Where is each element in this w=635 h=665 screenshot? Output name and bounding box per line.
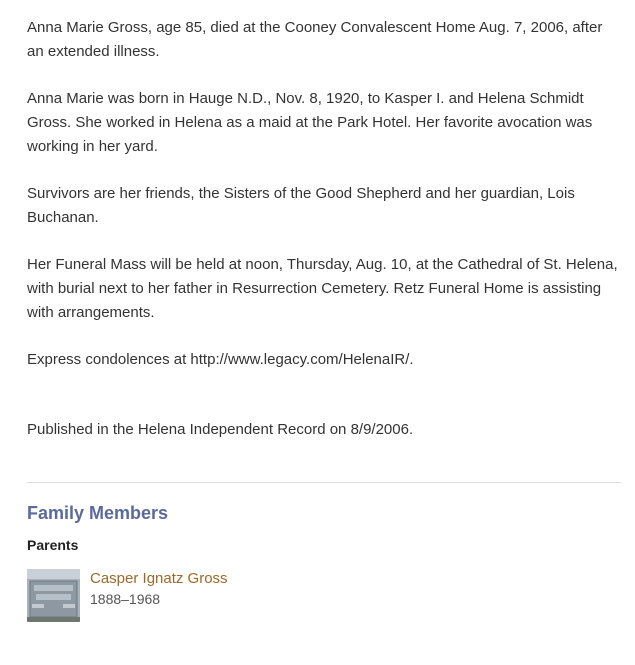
obituary-paragraph-1: Anna Marie Gross, age 85, died at the Cooney Convalescent Home Aug. 7, 2006, after an extended illness. [27,19,603,60]
family-members-section [27,501,621,622]
family-member-dates: 1888–1968 [90,591,161,607]
obituary-paragraph-3: Survivors are her friends, the Sisters of the Good Shepherd and her guardian, Lois Buchanan. [27,185,575,226]
condolences-line: Express condolences at http://www.legacy.com/HelenaIR/. [27,351,414,368]
section-divider [27,482,621,483]
family-member-item [27,569,621,622]
obituary-paragraph-2: Anna Marie was born in Hauge N.D., Nov. 8, 1920, to Kasper I. and Helena Schmidt Gross. She worked in Helena as a maid at the Park Hotel. Her favorite avocation was working in her yard. [27,90,593,155]
headstone-photo [27,569,80,622]
family-member-name-link[interactable]: Casper Ignatz Gross [90,570,228,587]
family-member-info [90,569,228,609]
obituary-text [27,16,621,442]
parents-heading: Parents [27,537,79,553]
family-members-heading: Family Members [27,503,169,523]
headstone-photo-thumbnail[interactable] [27,569,80,622]
obituary-paragraph-4: Her Funeral Mass will be held at noon, Thursday, Aug. 10, at the Cathedral of St. Helena, with burial next to her father in Resurrection Cemetery. Retz Funeral Home is assisting with arrangements. [27,256,618,321]
published-line: Published in the Helena Independent Record on 8/9/2006. [27,421,414,438]
